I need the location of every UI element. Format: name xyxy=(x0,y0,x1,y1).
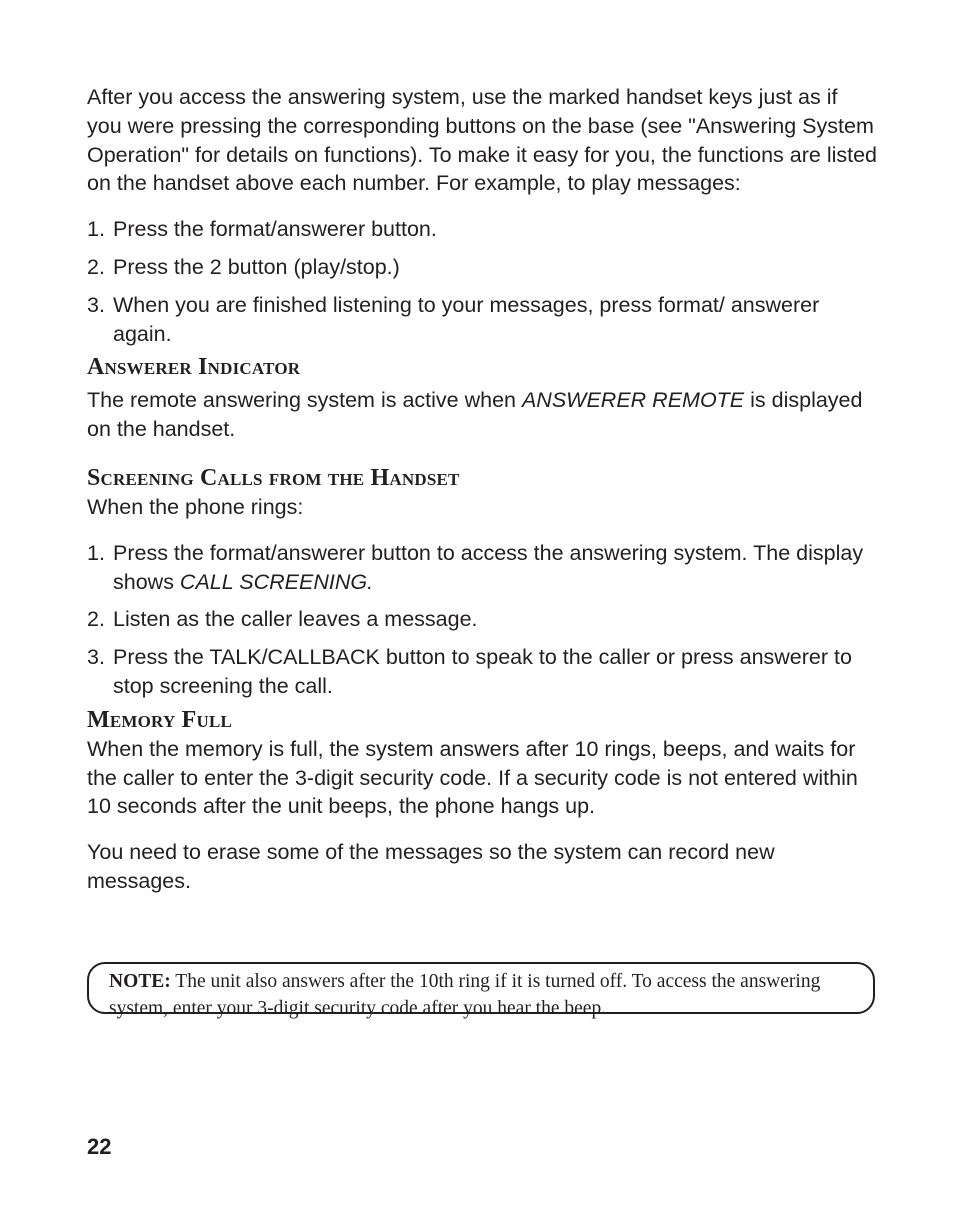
step-number: 3. xyxy=(87,292,105,317)
note-text: The unit also answers after the 10th ring if it is turned off. To access the answering system, enter your 3-digit security code after you hear the beep. xyxy=(109,971,821,1019)
play-messages-steps xyxy=(87,215,877,348)
step-number: 2. xyxy=(87,607,105,632)
list-item xyxy=(87,291,877,349)
page-number: 22 xyxy=(87,1134,112,1159)
call-screening-display-text: CALL SCREENING. xyxy=(179,569,374,594)
list-item xyxy=(87,253,877,282)
list-item xyxy=(87,643,877,701)
screening-steps xyxy=(87,539,877,701)
note-box xyxy=(87,962,875,1019)
step-text: When you are finished listening to your messages, press format/ answerer again. xyxy=(113,292,820,346)
answerer-indicator-heading: Answerer Indicator xyxy=(87,354,301,381)
screening-calls-heading: Screening Calls from the Handset xyxy=(87,464,460,491)
note-label: NOTE: xyxy=(109,971,171,992)
list-item xyxy=(87,605,877,634)
answerer-remote-display-text: ANSWERER REMOTE xyxy=(521,388,745,413)
step-number: 2. xyxy=(87,254,105,279)
intro-paragraph: After you access the answering system, use the marked handset keys just as if you were pressing the corresponding buttons on the base (see "Answering System Operation" for details on functions). To make it easy for you, the functions are listed on the handset above each number. For example, to play messages: xyxy=(87,85,878,196)
answerer-indicator-text-after: is displayed on the handset. xyxy=(87,388,863,442)
manual-page-content xyxy=(87,83,877,896)
step-text: Press the format/answerer button. xyxy=(113,217,437,242)
memory-full-paragraph-2: You need to erase some of the messages so the system can record new messages. xyxy=(87,840,775,893)
step-text: Press the TALK/CALLBACK button to speak to the caller or press answerer to stop screening the call. xyxy=(113,645,852,698)
memory-full-heading: Memory Full xyxy=(87,706,233,733)
step-number: 3. xyxy=(87,645,105,670)
list-item xyxy=(87,215,877,244)
step-text: Press the 2 button (play/stop.) xyxy=(113,254,400,279)
screening-intro: When the phone rings: xyxy=(87,494,304,519)
step-number: 1. xyxy=(87,217,105,242)
memory-full-paragraph-1: When the memory is full, the system answers after 10 rings, beeps, and waits for the caller to enter the 3-digit security code. If a security code is not entered within 10 seconds after the unit beeps, the phone hangs up. xyxy=(87,736,858,819)
step-number: 1. xyxy=(87,540,105,565)
answerer-indicator-text-before: The remote answering system is active when xyxy=(87,388,522,413)
answerer-indicator-paragraph xyxy=(87,386,877,444)
step-text: Press the format/answerer button to access the answering system. The display shows xyxy=(113,540,864,594)
step-text: Listen as the caller leaves a message. xyxy=(113,607,478,632)
list-item xyxy=(87,539,877,597)
